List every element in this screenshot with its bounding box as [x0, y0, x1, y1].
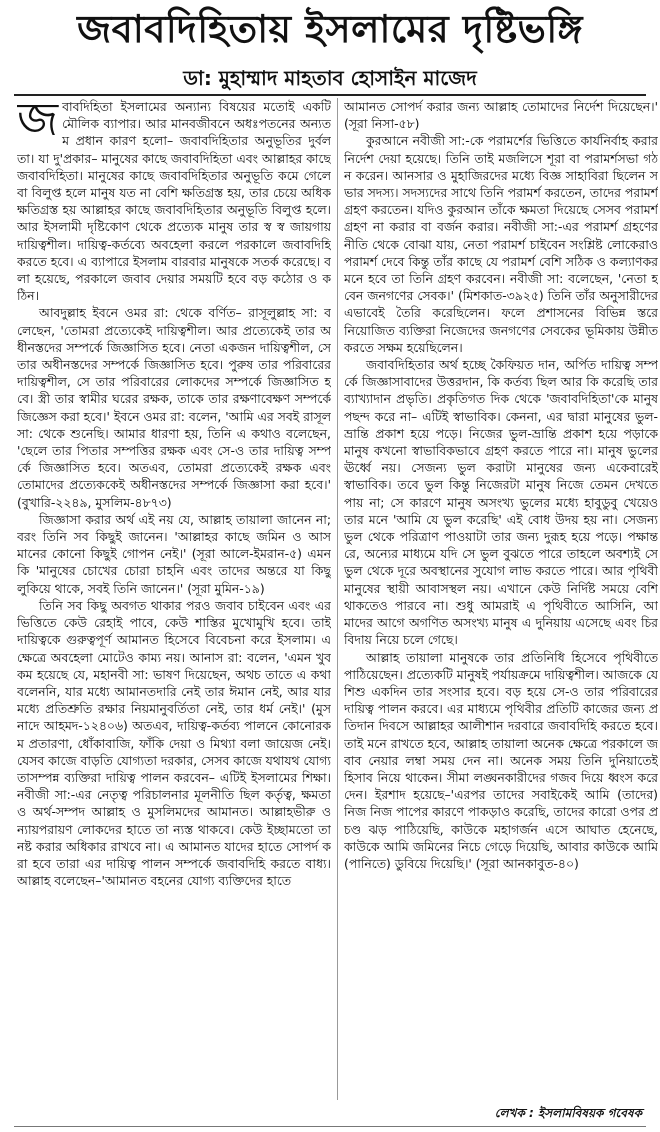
paragraph-7: জবাবদিহিতার অর্থ হচ্ছে কৈফিয়ত দান, অর্পিত দায়িত্ব সম্পর্কে জিজ্ঞাসাবাদের উত্তরদান, কি কর্তব্য ছিল আর কি করেছি তার ব্যাখ্যাদান প্রভৃতি। প্রকৃতিগত দিক থেকে 'জবাবদিহিতা'কে মানুষ পছন্দ করে না– এটিই স্বাভাবিক। কেননা, এর দ্বারা মানুষের ভুল-ভ্রান্তি প্রকাশ হয়ে পড়ে। নিজের ভুল-ভ্রান্তি প্রকাশ হয়ে পড়াকে মানুষ কখনো স্বাভাবিকভাবে গ্রহণ করতে পারে না। মানুষ ভুলের ঊর্ধ্বে নয়। সেজন্য ভুল করাটা মানুষের জন্য একেবারেই স্বাভাবিক। তবে ভুল কিন্তু নিজেরটা মানুষ নিজে তেমন দেখতে পায় না; সে কারণে মানুষ অসংখ্য ভুলের মধ্যে হাবুডুবু খেয়েও তার মনে 'আমি যে ভুল করেছি' এই বোধ উদয় হয় না। সেজন্য ভুল থেকে পরিত্রাণ পাওয়াটা তার জন্য দুরূহ হয়ে পড়ে। পক্ষান্তরে, অন্যের মাধ্যমে যদি সে ভুল বুঝতে পারে তাহলে অবশ্যই সে ভুল থেকে দূরে অবস্থানের সুযোগ লাভ করতে পারে। আর পৃথিবী মানুষের স্থায়ী আবাসস্থল নয়। এখানে কেউ নির্দিষ্ট সময়ে বেশি থাকতেও পারবে না। শুধু আমরাই এ পৃথিবীতে আসিনি, আমাদের আগে অগণিত অসংখ্য মানুষ এ দুনিয়ায় এসেছে এবং চিরবিদায় নিয়ে চলে গেছে।: [344, 357, 658, 648]
author-note: লেখক : ইসলামবিষয়ক গবেষক: [494, 1106, 642, 1120]
paragraph-6: কুরআনে নবীজী সা:-কে পরামর্শের ভিত্তিতে কার্যনির্বাহ করার নির্দেশ দেয়া হয়েছে। তিনি তাই মজলিসে শূরা বা পরামর্শসভা গঠন করেন। আনসার ও মুহাজিরদের মধ্যে বিজ্ঞ সাহাবিরা ছিলেন সভার সদস্য। সদস্যদের সাথে তিনি পরামর্শ করতেন, তাদের পরামর্শ গ্রহণ করতেন। যদিও কুরআন তাঁকে ক্ষমতা দিয়েছে সেসব পরামর্শ গ্রহণ না করার বা বর্জন করার। নবীজী সা:-এর পরামর্শ গ্রহণের নীতি থেকে বোঝা যায়, নেতা পরামর্শ চাইবেন সংশ্লিষ্ট লোকেরাও পরামর্শ দেবে কিন্তু তাঁর কাছে যে পরামর্শ বেশি সঠিক ও কল্যাণকর মনে হবে তা তিনি গ্রহণ করবেন। নবীজী সা: বলেছেন, 'নেতা হবেন জনগণের সেবক।' (মিশকাত-৩৯২৫) তিনি তাঁর অনুসারীদের এভাবেই তৈরি করেছিলেন। ফলে প্রশাসনের বিভিন্ন স্তরে নিয়োজিত ব্যক্তিরা নিজেদের জনগণের সেবকের ভূমিকায় উন্নীত করতে সক্ষম হয়েছিলেন।: [344, 133, 658, 355]
column-divider: [337, 98, 338, 1100]
paragraph-4: তিনি সব কিছু অবগত থাকার পরও জবাব চাইবেন এবং এর ভিত্তিতে কেউ রেহাই পাবে, কেউ শাস্তির মুখোমুখি হবে। তাই দায়িত্বকে গুরুত্বপূর্ণ আমানত হিসেবে বিবেচনা করে ইসলাম। এ ক্ষেত্রে অবহেলা মোটেও কাম্য নয়। আনাস রা: বলেন, 'এমন খুব কম হয়েছে যে, মহানবী সা: ভাষণ দিয়েছেন, অথচ তাতে এ কথা বলেননি, যার মধ্যে আমানতদারি নেই তার ঈমান নেই, আর যার মধ্যে প্রতিশ্রুতি রক্ষার নিয়মানুবর্তিতা নেই, তার ধর্ম নেই।' (মুসনাদে আহমদ-১২৪০৬) অতএব, দায়িত্ব-কর্তব্য পালনে কোনোরকম প্রতারণা, ধোঁকাবাজি, ফাঁকি দেয়া ও মিথ্যা বলা জায়েজ নেই। যেসব কাজে বাড়তি যোগ্যতা দরকার, সেসব কাজে যথাযথ যোগ্যতাসম্পন্ন ব্যক্তিরা দায়িত্ব পালন করবেন– এটিই ইসলামের শিক্ষা। নবীজী সা:-এর নেতৃত্ব পরিচালনার মূলনীতি ছিল কর্তৃত্ব, ক্ষমতা ও অর্থ-সম্পদ আল্লাহ ও মুসলিমদের আমানত। আল্লাহভীরু ও ন্যায়পরায়ণ লোকদের হাতে তা ন্যস্ত থাকবে। কেউ ইচ্ছামতো তা নষ্ট করার অধিকার রাখবে না। এ আমানত যাদের হাতে সোপর্দ করা হবে তারা এর দায়িত্ব পালন সম্পর্কে জবাবদিহি করতে বাধ্য। আল্লাহ বলেছেন–'আমানত বহনের যোগ্য ব্যক্তিদের হাতে: [17, 597, 331, 889]
header-rule: [14, 94, 646, 96]
paragraph-5: আমানত সোপর্দ করার জন্য আল্লাহ তোমাদের নির্দেশ দিয়েছেন।' (সূরা নিসা-৫৮): [344, 99, 658, 132]
paragraph-8: আল্লাহ তায়ালা মানুষকে তার প্রতিনিধি হিসেবে পৃথিবীতে পাঠিয়েছেন। প্রত্যেকটি মানুষই পর্যায়ক্রমে দায়িত্বশীল। আজকে যে শিশু একদিন তার সংসার হবে। বড় হয়ে সে-ও তার পরিবারের দায়িত্ব পালন করবে। এর মাধ্যমে পৃথিবীর প্রতিটি কাজের জন্য প্রতিদান দিবসে আল্লাহর আলীশান দরবারে জবাবদিহি করতে হবে। তাই মনে রাখতে হবে, আল্লাহ তায়ালা অনেক ক্ষেত্রে পরকালে জবাব নেয়ার লম্বা সময় দেন না। অনেক সময় তিনি দুনিয়াতেই হিসাব নিয়ে থাকেন। সীমা লঙ্ঘনকারীদের গজব দিয়ে ধ্বংস করে দেন। ইরশাদ হয়েছে–'এরপর তাদের সবাইকেই আমি (তাদের) নিজ নিজ পাপের কারণে পাকড়াও করেছি, তাদের কারো ওপর প্রচণ্ড ঝড় পাঠিয়েছি, কাউকে মহাগর্জন এসে আঘাত হেনেছে, কাউকে আমি জমিনের নিচে গেড়ে দিয়েছি, আবার কাউকে আমি (পানিতে) ডুবিয়ে দিয়েছি।' (সূরা আনকাবুত-৪০): [344, 649, 658, 871]
footer-rule: [14, 1126, 646, 1127]
paragraph-1-text: বাবদিহিতা ইসলামের অন্যান্য বিষয়ের মতোই একটি মৌলিক ব্যাপার। আর মানবজীবনে অধঃপতনের অন্যতম প্রধান কারণ হলো– জবাবদিহিতার অনুভূতির দুর্বলতা। যা দু'প্রকার– মানুষের কাছে জবাবদিহিতা এবং আল্লাহর কাছে জবাবদিহিতা। মানুষের কাছে জবাবদিহিতার অনুভূতি কমে গেলে বা বিলুপ্ত হলে মানুষ যত না বেশি ক্ষতিগ্রস্ত হয়, তার চেয়ে অধিক ক্ষতিগ্রস্ত হয় আল্লাহর কাছে জবাবদিহিতার অনুভূতি বিলুপ্ত হলে। আর ইসলামী দৃষ্টিকোণ থেকে প্রত্যেক মানুষ তার স্ব স্ব জায়গায় দায়িত্বশীল। দায়িত্ব-কর্তব্যে অবহেলা করলে পরকালে জবাবদিহি করতে হবে। এ ব্যাপারে ইসলাম বারবার মানুষকে সতর্ক করেছে। বলা হয়েছে, পরকালে জবাব দেয়ার সময়টি হবে বড় কঠোর ও কঠিন।: [17, 99, 331, 304]
paragraph-2: আবদুল্লাহ ইবনে ওমর রা: থেকে বর্ণিত– রাসূলুল্লাহ সা: বলেছেন, 'তোমরা প্রত্যেকেই দায়িত্বশীল। আর প্রত্যেকেই তার অধীনস্তদের সম্পর্কে জিজ্ঞাসিত হবে। নেতা একজন দায়িত্বশীল, সে তার অধীনস্তদের সম্পর্কে জিজ্ঞাসিত হবে। পুরুষ তার পরিবারের দায়িত্বশীল, সে তার পরিবারের লোকদের সম্পর্কে জিজ্ঞাসিত হবে। স্ত্রী তার স্বামীর ঘরের রক্ষক, তাকে তার রক্ষণাবেক্ষণ সম্পর্কে জিজ্ঞেস করা হবে।' ইবনে ওমর রা: বলেন, 'আমি এর সবই রাসূল সা: থেকে শুনেছি। আমার ধারণা হয়, তিনি এ কথাও বলেছেন, 'ছেলে তার পিতার সম্পত্তির রক্ষক এবং সে-ও তার দায়িত্ব সম্পর্কে জিজ্ঞাসিত হবে। অতএব, তোমরা প্রত্যেকেই রক্ষক এবং তোমাদের প্রত্যেককেই অধীনস্তদের সম্পর্কে জিজ্ঞাসা করা হবে।' (বুখারি-২২৪৯, মুসলিম-৪৮৭৩): [17, 305, 331, 510]
dropcap: জ: [17, 98, 59, 146]
byline: ডা: মুহাম্মাদ মাহতাব হোসাইন মাজেদ: [183, 66, 477, 90]
right-column: [344, 98, 658, 1102]
left-column: [17, 98, 331, 1102]
headline: জবাবদিহিতায় ইসলামের দৃষ্টিভঙ্গি: [77, 6, 583, 51]
paragraph-1: [17, 98, 331, 304]
paragraph-3: জিজ্ঞাসা করার অর্থ এই নয় যে, আল্লাহ তায়ালা জানেন না; বরং তিনি সব কিছুই জানেন। 'আল্লাহর কাছে জমিন ও আসমানের কোনো কিছুই গোপন নেই।' (সূরা আলে-ইমরান-৫) এমনকি 'মানুষের চোখের চোরা চাহনি এবং তাদের অন্তরে যা কিছু লুকিয়ে থাকে, সবই তিনি জানেন।' (সূরা মুমিন-১৯): [17, 511, 331, 596]
